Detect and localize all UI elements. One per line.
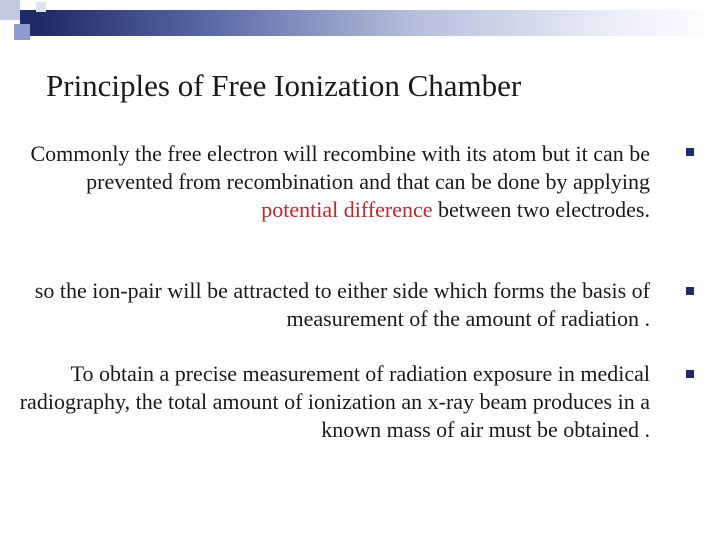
header-gradient-band xyxy=(40,10,720,36)
square-bullet-icon xyxy=(686,287,694,295)
square-bullet-icon xyxy=(686,370,694,378)
bullet-text-2: so the ion-pair will be attracted to either side which forms the basis of measurement of the amount of radiation . xyxy=(34,278,650,331)
bullet-text-1 xyxy=(10,140,650,224)
decor-square xyxy=(0,0,20,20)
bullet-text-3: To obtain a precise measurement of radiation exposure in medical radiography, the total amount of ionization an x-ray beam produces in a known mass of air must be obtained . xyxy=(19,361,650,442)
slide-title: Principles of Free Ionization Chamber xyxy=(46,68,522,103)
bullet-text-1-end: between two electrodes. xyxy=(432,197,650,222)
decor-square xyxy=(36,2,46,12)
bullet-text-1-start: Commonly the free electron will recombine with its atom but it can be prevented from recombination and that can be done by applying xyxy=(30,141,650,194)
decor-square xyxy=(14,24,30,40)
square-bullet-icon xyxy=(686,148,694,156)
highlighted-term: potential difference xyxy=(261,197,433,222)
